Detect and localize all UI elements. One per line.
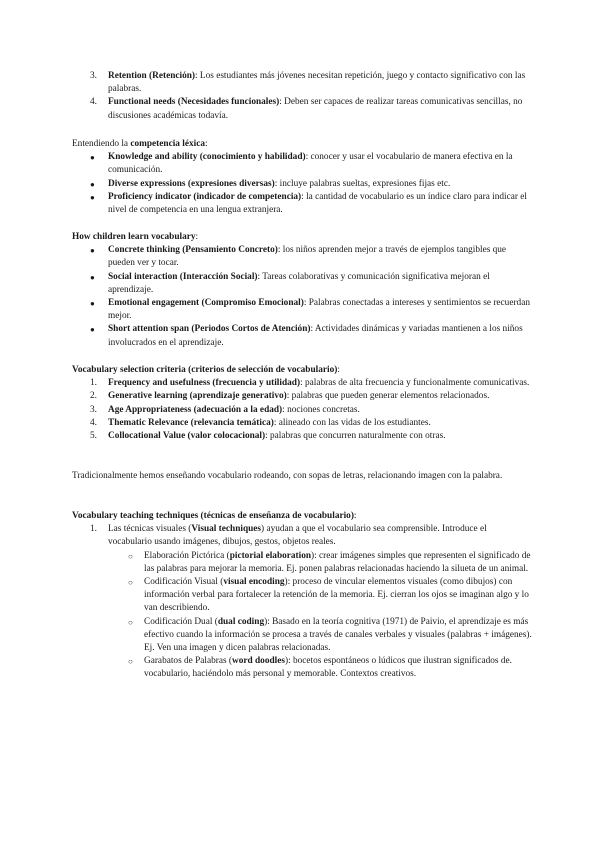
lexical-heading — [72, 138, 532, 151]
sub-list-item — [72, 655, 532, 681]
list-item — [72, 271, 532, 297]
item-term: Frequency and usefulness (frecuencia y utilidad) — [108, 378, 301, 389]
item-term: Diverse expressions (expresiones diversas) — [108, 178, 275, 189]
list-item — [72, 417, 532, 430]
teaching-heading — [72, 510, 532, 523]
item-text: : palabras que concurren naturalmente con otras. — [265, 431, 446, 442]
selection-section — [72, 364, 532, 443]
heading-bold: Vocabulary teaching techniques (técnicas de enseñanza de vocabulario) — [72, 511, 354, 521]
list-item — [72, 323, 532, 349]
item-text: : Palabras conectadas a intereses y sentimientos se recuerdan mejor. — [108, 298, 530, 322]
item-term: Knowledge and ability (conocimiento y habilidad) — [108, 152, 306, 163]
heading-colon: : — [353, 511, 357, 521]
selection-list — [72, 377, 532, 443]
sub-term: visual encoding — [223, 577, 285, 588]
children-section — [72, 231, 532, 350]
sub-term: pictorial elaboration — [229, 550, 312, 561]
item-text: : alineado con las vidas de los estudiantes. — [273, 417, 431, 428]
list-item — [72, 377, 532, 390]
sub-text: ): bocetos espontáneos o lúdicos que ilustran significados de. vocabulario, haciéndolo más personal y memorable. Contextos creativos. — [144, 656, 512, 680]
item-text: ) ayudan a que el vocabulario sea comprensible. Introduce el vocabulario usando imágenes, dibujos, gestos, objetos reales. — [108, 524, 487, 548]
heading-bold: competencia léxica — [130, 139, 205, 149]
circle-bullet-icon: ○ — [128, 617, 133, 627]
list-item — [72, 390, 532, 403]
item-term: Thematic Relevance (relevancia temática) — [108, 417, 274, 428]
bullet-icon: ● — [90, 192, 95, 202]
list-number: 2. — [90, 391, 97, 402]
list-number: 4. — [90, 97, 97, 108]
bullet-icon: ● — [90, 179, 95, 189]
sub-list — [108, 550, 532, 682]
sub-text: ): crear imágenes simples que representen el significado de las palabras para mejorar la memoria. Ej. ponen palabras relacionadas haciendo la silueta de un animal. — [144, 550, 531, 574]
item-term: Emotional engagement (Compromiso Emocional) — [108, 298, 304, 309]
list-item — [72, 96, 532, 122]
teaching-section — [72, 510, 532, 682]
heading-text: Entendiendo la — [72, 139, 131, 149]
sub-list-item — [72, 616, 532, 656]
circle-bullet-icon: ○ — [128, 657, 133, 667]
list-item — [72, 70, 532, 96]
item-term: Concrete thinking (Pensamiento Concreto) — [108, 245, 278, 256]
sub-text: ): Basado en la teoría cognitiva (1971) de Paivio, el aprendizaje es más efectivo cuando la información se procesa a través de canales verbales y visuales (palabras + imágenes). Ej. Ven una imagen y dicen palabras relacionadas. — [144, 616, 532, 654]
heading-colon: : — [337, 365, 340, 375]
circle-bullet-icon: ○ — [128, 551, 133, 561]
item-term: Age Appropriateness (adecuación a la edad) — [108, 404, 283, 415]
list-number: 4. — [90, 417, 97, 428]
bullet-icon: ● — [90, 153, 95, 163]
list-number: 1. — [90, 524, 97, 535]
item-term: Generative learning (aprendizaje generativo) — [108, 391, 287, 402]
teaching-list — [72, 523, 532, 681]
bullet-icon: ● — [90, 272, 95, 282]
item-text: : palabras que pueden generar elementos relacionados. — [286, 391, 490, 402]
bullet-icon: ● — [90, 325, 95, 335]
list-number: 3. — [90, 71, 97, 81]
item-term: Retention (Retención) — [108, 71, 196, 81]
sub-pre: Elaboración Pictórica ( — [144, 550, 230, 561]
sub-pre: Codificación Dual ( — [144, 616, 218, 627]
list-number: 5. — [90, 431, 97, 442]
list-item — [72, 244, 532, 270]
heading-bold: Vocabulary selection criteria (criterios de selección de vocabulario) — [72, 365, 338, 375]
lexical-list — [72, 151, 532, 217]
heading-colon: : — [204, 139, 208, 149]
children-heading — [72, 231, 532, 244]
top-list-section — [72, 70, 532, 123]
children-list — [72, 244, 532, 350]
list-item — [72, 404, 532, 417]
sub-list-item — [72, 576, 532, 616]
item-term: Proficiency indicator (indicador de competencia) — [108, 191, 302, 202]
item-text: : Deben ser capaces de realizar tareas comunicativas sencillas, no discusiones académicas todavía. — [108, 97, 523, 121]
list-item — [72, 523, 532, 681]
heading-colon: : — [195, 232, 199, 242]
item-term: Functional needs (Necesidades funcionales) — [108, 97, 280, 108]
item-text: : nociones concretas. — [282, 404, 360, 415]
item-term: Collocational Value (valor colocacional) — [108, 431, 266, 442]
heading-bold: How children learn vocabulary — [72, 232, 196, 242]
bullet-icon: ● — [90, 246, 95, 256]
sub-list-item — [72, 550, 532, 576]
item-text: : Los estudiantes más jóvenes necesitan repetición, juego y contacto significativo con las palabras. — [108, 71, 526, 95]
item-text: : conocer y usar el vocabulario de manera efectiva en la comunicación. — [108, 152, 513, 176]
item-term: Short attention span (Periodos Cortos de Atención) — [108, 324, 311, 335]
sub-pre: Garabatos de Palabras ( — [144, 656, 233, 667]
item-text: : Actividades dinámicas y variadas mantienen a los niños involucrados en el aprendizaje. — [108, 324, 523, 348]
item-text: : la cantidad de vocabulario es un índice claro para indicar el nivel de competencia en una lengua extranjera. — [108, 191, 528, 216]
bullet-icon: ● — [90, 299, 95, 309]
traditional-section — [72, 470, 532, 483]
circle-bullet-icon: ○ — [128, 578, 133, 588]
traditional-paragraph: Tradicionalmente hemos enseñando vocabulario rodeando, con sopas de letras, relacionando imagen con la palabra. — [72, 471, 503, 481]
sub-term: dual coding — [217, 616, 265, 627]
lexical-section — [72, 138, 532, 217]
sub-term: word doodles — [232, 656, 285, 667]
sub-pre: Codificación Visual ( — [144, 577, 224, 588]
selection-heading — [72, 364, 532, 377]
list-item — [72, 430, 532, 443]
item-term: Visual techniques — [191, 524, 262, 535]
list-number: 3. — [90, 404, 97, 415]
list-item — [72, 191, 532, 217]
sub-text: ): proceso de vincular elementos visuales (como dibujos) con información verbal para fortalecer la retención de la memoria. Ej. cierran los ojos se imaginan algo y lo van describiendo. — [144, 577, 529, 614]
item-term: Social interaction (Interacción Social) — [108, 271, 258, 282]
list-number: 1. — [90, 378, 97, 389]
list-item — [72, 151, 532, 177]
item-text: : palabras de alta frecuencia y funcionalmente comunicativas. — [300, 378, 530, 389]
item-pre: Las técnicas visuales ( — [108, 524, 192, 535]
list-item — [72, 297, 532, 323]
item-text: : Tareas colaborativas y comunicación significativa mejoran el aprendizaje. — [108, 271, 490, 295]
item-text: : los niños aprenden mejor a través de ejemplos tangibles que pueden ver y tocar. — [108, 245, 507, 269]
item-text: : incluye palabras sueltas, expresiones fijas etc. — [274, 178, 451, 189]
top-numbered-list — [72, 70, 532, 123]
list-item — [72, 178, 532, 191]
